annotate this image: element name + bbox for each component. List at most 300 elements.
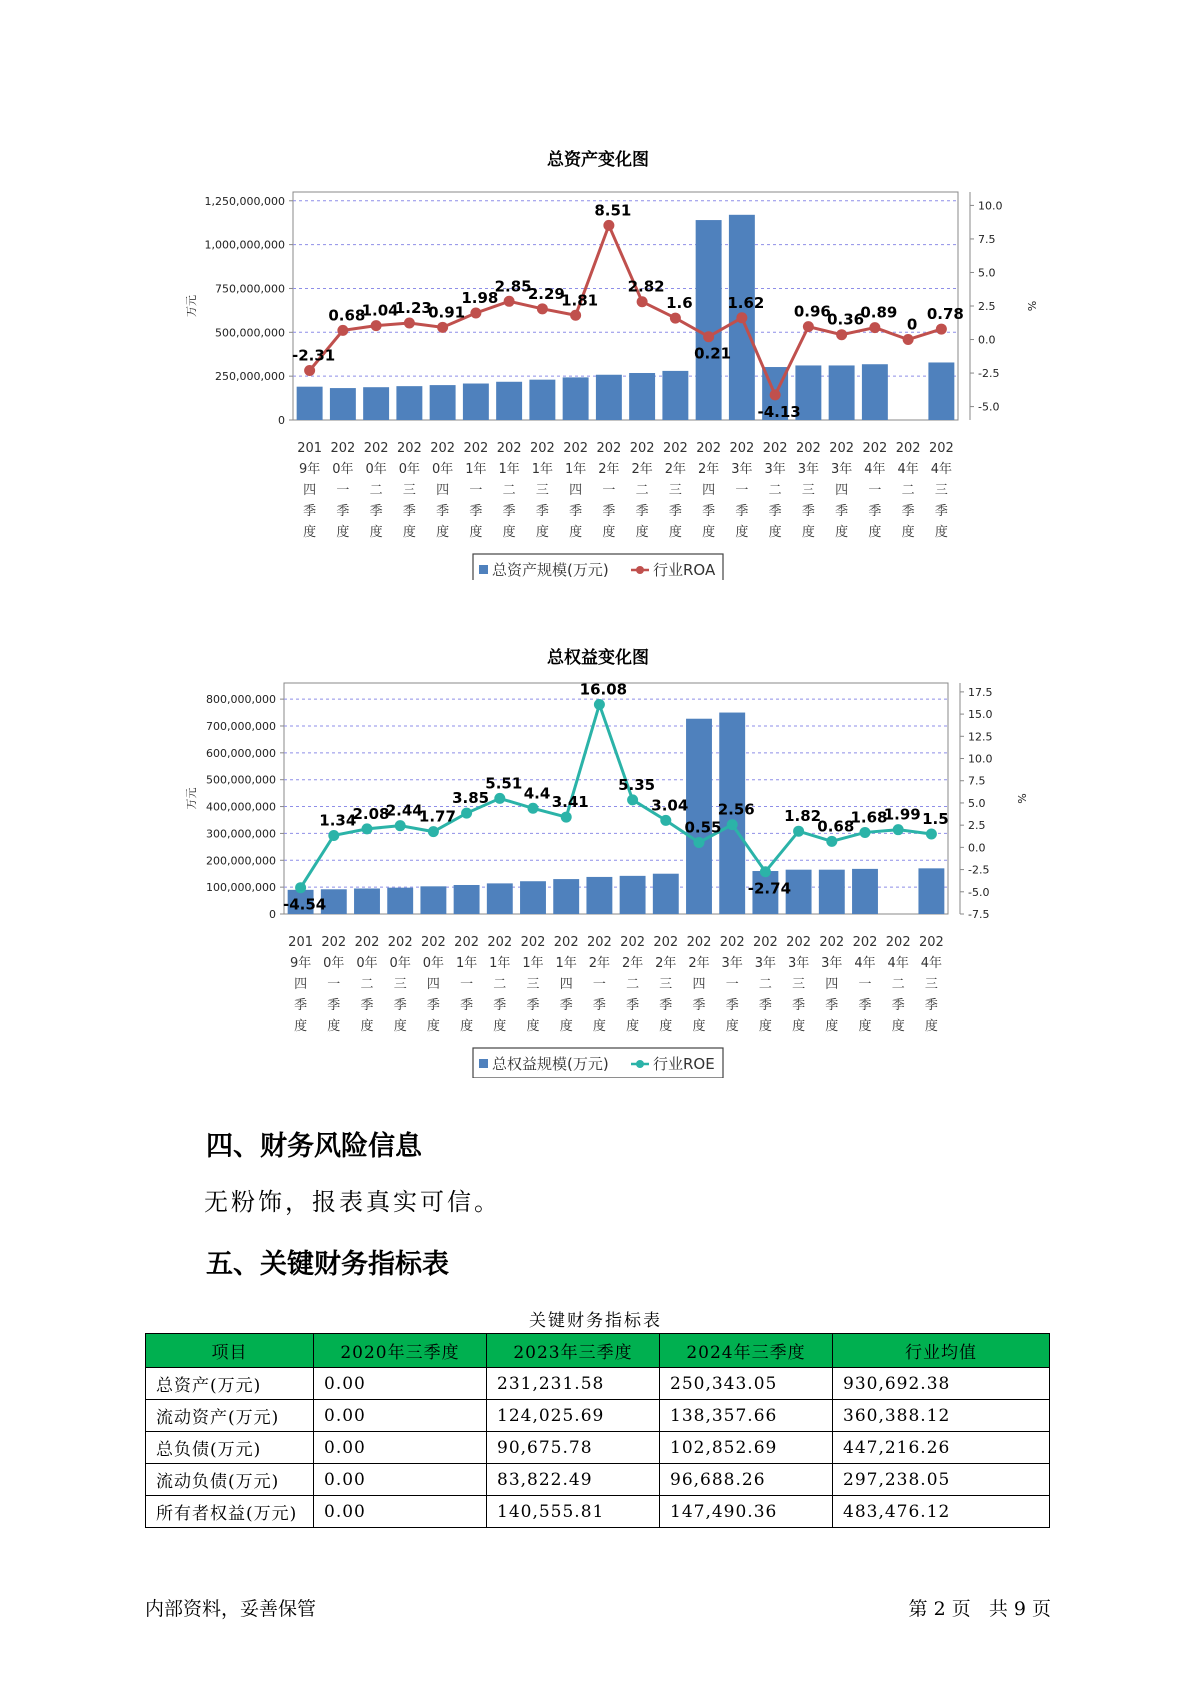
right-tick-label: -5.0: [968, 885, 990, 899]
category-label: 202: [819, 935, 845, 950]
category-label: 一: [336, 483, 350, 498]
line-point: [926, 829, 937, 840]
left-tick-label: 200,000,000: [206, 854, 276, 868]
data-label: 1.98: [461, 288, 499, 307]
legend-bar-swatch: [479, 1059, 488, 1068]
value-cell: 0.00: [314, 1400, 487, 1432]
category-label: 202: [596, 441, 622, 456]
chart-title: 总资产变化图: [547, 150, 649, 170]
category-label: 3年: [721, 956, 743, 971]
left-tick-label: 750,000,000: [215, 282, 285, 296]
bar: [553, 879, 579, 914]
header-cell: 2024年三季度: [660, 1334, 833, 1368]
bar: [829, 365, 855, 420]
category-label: 二: [768, 483, 782, 498]
data-label: 0.21: [694, 344, 732, 363]
line-point: [504, 296, 515, 307]
data-label: 0: [906, 315, 918, 334]
category-label: 一: [868, 483, 882, 498]
category-label: 季: [327, 998, 341, 1013]
right-tick-label: -2.5: [968, 863, 990, 877]
line-point: [295, 882, 306, 893]
category-label: 一: [858, 977, 872, 992]
left-tick-label: 600,000,000: [206, 746, 276, 760]
category-label: 一: [602, 483, 616, 498]
category-label: 1年: [531, 462, 554, 477]
bar: [487, 883, 513, 914]
left-tick-label: 500,000,000: [206, 773, 276, 787]
chart-title: 总权益变化图: [547, 648, 649, 668]
line-point: [371, 320, 382, 331]
line-point: [561, 812, 572, 823]
category-label: 季: [725, 998, 739, 1013]
category-label: 二: [758, 977, 772, 992]
category-label: 度: [835, 525, 849, 540]
bar: [918, 868, 944, 914]
line-point: [793, 826, 804, 837]
footer-page-number: 第 2 页 共 9 页: [908, 1598, 1051, 1620]
category-label: 四: [569, 483, 583, 498]
row-label-cell: 流动资产(万元): [146, 1400, 314, 1432]
line-point: [770, 389, 781, 400]
category-label: 季: [768, 504, 782, 519]
category-label: 二: [901, 483, 915, 498]
table-header-row: [146, 1334, 1050, 1368]
data-label: -4.13: [757, 402, 801, 421]
risk-heading: 四、财务风险信息: [206, 1131, 422, 1162]
category-label: 0年: [398, 462, 421, 477]
bar: [396, 386, 422, 420]
data-label: 0.78: [926, 305, 964, 324]
category-label: 202: [928, 441, 954, 456]
category-label: 0年: [332, 462, 354, 477]
line-point: [470, 307, 481, 318]
bar: [387, 888, 413, 914]
category-label: 度: [868, 525, 882, 540]
category-label: 202: [454, 935, 480, 950]
category-label: 1年: [455, 956, 478, 971]
data-label: -4.54: [282, 895, 327, 914]
category-label: 四: [825, 977, 839, 992]
data-label: -2.74: [747, 879, 792, 898]
value-cell: 250,343.05: [660, 1368, 833, 1400]
table-row: [146, 1464, 1050, 1496]
category-label: 三: [393, 977, 407, 992]
right-axis-title: %: [1025, 300, 1038, 312]
right-tick-label: 15.0: [968, 708, 993, 722]
category-label: 度: [569, 525, 583, 540]
data-label: 0.96: [793, 302, 831, 321]
data-label: 0.55: [684, 818, 722, 837]
category-label: 季: [526, 998, 540, 1013]
category-label: 1年: [555, 956, 577, 971]
right-tick-label: 17.5: [968, 685, 993, 699]
legend-bar-label: 总权益规模(万元): [492, 1055, 609, 1073]
line-point: [362, 823, 373, 834]
line-point: [594, 699, 605, 710]
category-label: 度: [502, 525, 516, 540]
data-label: 5.35: [618, 775, 656, 794]
category-label: 三: [924, 977, 938, 992]
bar: [862, 364, 888, 420]
bar: [596, 375, 622, 420]
table-row: [146, 1400, 1050, 1432]
bar: [520, 881, 546, 914]
category-label: 202: [686, 935, 712, 950]
category-label: 季: [393, 998, 407, 1013]
header-cell: 2023年三季度: [487, 1334, 660, 1368]
category-label: 季: [758, 998, 772, 1013]
category-label: 三: [526, 977, 540, 992]
value-cell: 0.00: [314, 1368, 487, 1400]
category-label: 202: [396, 441, 422, 456]
left-tick-label: 300,000,000: [206, 827, 276, 841]
data-label: 3.85: [452, 789, 490, 808]
category-label: 9年: [298, 462, 321, 477]
right-tick-label: 2.5: [978, 300, 996, 313]
line-point: [304, 365, 315, 376]
category-label: 三: [535, 483, 549, 498]
line-point: [404, 318, 415, 329]
category-label: 度: [526, 1019, 540, 1034]
legend-line-label: 行业ROE: [653, 1055, 715, 1073]
table-row: [146, 1432, 1050, 1464]
data-label: 1.81: [561, 291, 599, 310]
bar: [363, 387, 389, 420]
category-label: 季: [891, 998, 905, 1013]
category-label: 四: [559, 977, 573, 992]
value-cell: 930,692.38: [833, 1368, 1050, 1400]
category-label: 季: [469, 504, 483, 519]
category-label: 0年: [365, 462, 387, 477]
category-label: 1年: [465, 462, 487, 477]
left-tick-label: 0: [269, 908, 276, 921]
right-tick-label: 0.0: [978, 333, 996, 347]
bar: [819, 870, 845, 914]
data-label: 0.68: [328, 306, 366, 325]
category-label: 9年: [289, 956, 312, 971]
category-label: 1年: [564, 462, 587, 477]
category-label: 201: [297, 441, 323, 456]
category-label: 4年: [854, 956, 876, 971]
category-label: 季: [692, 998, 706, 1013]
line-point: [637, 296, 648, 307]
right-tick-label: 5.0: [978, 266, 996, 280]
left-tick-label: 1,250,000,000: [204, 194, 285, 208]
category-label: 3年: [787, 956, 810, 971]
legend-line-label: 行业ROA: [653, 561, 716, 579]
category-label: 季: [592, 998, 606, 1013]
category-label: 度: [426, 1019, 440, 1034]
data-label: 2.44: [385, 801, 423, 820]
category-label: 季: [602, 504, 616, 519]
data-label: 16.08: [579, 680, 628, 699]
data-label: 1.04: [361, 301, 399, 320]
header-cell: 2020年三季度: [314, 1334, 487, 1368]
category-label: 度: [758, 1019, 772, 1034]
right-tick-label: 10.0: [968, 752, 993, 766]
category-label: 0年: [356, 956, 378, 971]
bar: [620, 876, 646, 914]
category-label: 二: [360, 977, 374, 992]
category-label: 季: [626, 998, 640, 1013]
bar: [454, 885, 480, 914]
category-label: 0年: [431, 462, 454, 477]
left-tick-label: 700,000,000: [206, 719, 276, 733]
data-label: 2.56: [717, 800, 755, 819]
category-label: 度: [901, 525, 915, 540]
plot-area: [185, 681, 1028, 1078]
category-label: 季: [502, 504, 516, 519]
line-point: [494, 793, 505, 804]
line-point: [694, 837, 705, 848]
line-point: [803, 321, 814, 332]
value-cell: 96,688.26: [660, 1464, 833, 1496]
category-label: 度: [460, 1019, 474, 1034]
category-label: 度: [702, 525, 716, 540]
value-cell: 147,490.36: [660, 1496, 833, 1528]
category-label: 度: [626, 1019, 640, 1034]
left-tick-label: 400,000,000: [206, 800, 276, 814]
category-label: 度: [294, 1019, 308, 1034]
category-label: 一: [327, 977, 341, 992]
table-row: [146, 1368, 1050, 1400]
category-label: 202: [696, 441, 722, 456]
category-label: 季: [659, 998, 673, 1013]
category-label: 三: [402, 483, 416, 498]
line-point: [727, 819, 738, 830]
data-label: 2.08: [352, 804, 390, 823]
category-label: 3年: [764, 462, 786, 477]
category-label: 2年: [631, 462, 653, 477]
category-label: 度: [825, 1019, 839, 1034]
category-label: 四: [303, 483, 317, 498]
data-label: 1.5: [922, 810, 949, 829]
data-label: 2.82: [627, 277, 665, 296]
line-point: [670, 313, 681, 324]
bar: [629, 373, 655, 420]
line-point: [860, 827, 871, 838]
category-label: 季: [460, 998, 474, 1013]
category-label: 一: [725, 977, 739, 992]
bar: [463, 384, 489, 420]
data-label: 1.99: [883, 805, 921, 824]
category-label: 度: [768, 525, 782, 540]
data-label: 1.6: [666, 294, 693, 313]
category-label: 4年: [920, 956, 943, 971]
category-label: 202: [762, 441, 788, 456]
category-label: 202: [895, 441, 921, 456]
category-label: 四: [426, 977, 440, 992]
category-label: 3年: [830, 462, 853, 477]
category-label: 3年: [731, 462, 753, 477]
category-label: 季: [801, 504, 815, 519]
category-label: 0年: [323, 956, 345, 971]
bar: [354, 888, 380, 914]
bar: [586, 877, 612, 914]
category-label: 0年: [389, 956, 411, 971]
legend-line-marker: [636, 566, 644, 574]
category-label: 季: [635, 504, 649, 519]
category-label: 202: [852, 935, 878, 950]
category-label: 202: [330, 441, 356, 456]
category-label: 202: [629, 441, 655, 456]
bar: [563, 377, 589, 420]
category-label: 度: [303, 525, 317, 540]
category-label: 四: [835, 483, 849, 498]
category-label: 202: [719, 935, 745, 950]
right-tick-label: 5.0: [968, 796, 986, 810]
line-point: [337, 325, 348, 336]
category-label: 四: [702, 483, 716, 498]
right-tick-label: -7.5: [968, 908, 990, 921]
line-point: [570, 310, 581, 321]
category-label: 季: [868, 504, 882, 519]
left-tick-label: 800,000,000: [206, 693, 276, 707]
bar: [928, 362, 954, 420]
category-label: 202: [363, 441, 389, 456]
category-label: 4年: [864, 462, 886, 477]
data-label: 3.04: [651, 796, 689, 815]
category-label: 202: [586, 935, 612, 950]
value-cell: 360,388.12: [833, 1400, 1050, 1432]
category-label: 季: [436, 504, 450, 519]
category-label: 季: [934, 504, 948, 519]
category-label: 季: [402, 504, 416, 519]
data-label: 8.51: [594, 201, 632, 220]
data-label: 1.77: [418, 807, 456, 826]
bar: [430, 385, 456, 420]
category-label: 2年: [697, 462, 720, 477]
category-label: 度: [924, 1019, 938, 1034]
right-tick-label: 10.0: [978, 199, 1003, 213]
data-label: 2.85: [494, 277, 532, 296]
category-label: 季: [493, 998, 507, 1013]
data-label: 0.89: [860, 303, 898, 322]
category-label: 202: [795, 441, 821, 456]
category-label: 3年: [821, 956, 843, 971]
right-tick-label: 12.5: [968, 730, 993, 744]
line-point: [760, 866, 771, 877]
category-label: 度: [891, 1019, 905, 1034]
value-cell: 0.00: [314, 1432, 487, 1464]
data-label: 1.23: [394, 299, 432, 318]
category-label: 季: [858, 998, 872, 1013]
category-label: 202: [529, 441, 555, 456]
category-label: 季: [735, 504, 749, 519]
category-label: 季: [668, 504, 682, 519]
value-cell: 231,231.58: [487, 1368, 660, 1400]
category-label: 季: [792, 998, 806, 1013]
category-label: 四: [436, 483, 450, 498]
right-tick-label: -2.5: [978, 367, 1000, 381]
line-point: [537, 303, 548, 314]
category-label: 202: [387, 935, 413, 950]
line-point: [836, 329, 847, 340]
line-point: [869, 322, 880, 333]
data-label: 3.41: [551, 793, 589, 812]
data-label: 0.36: [827, 310, 865, 329]
line-point: [660, 815, 671, 826]
category-label: 度: [659, 1019, 673, 1034]
category-label: 度: [668, 525, 682, 540]
category-label: 201: [288, 935, 314, 950]
category-label: 4年: [897, 462, 919, 477]
line-point: [936, 324, 947, 335]
bar: [496, 382, 522, 420]
category-label: 四: [294, 977, 308, 992]
value-cell: 297,238.05: [833, 1464, 1050, 1496]
category-label: 0年: [422, 956, 445, 971]
category-label: 季: [336, 504, 350, 519]
value-cell: 140,555.81: [487, 1496, 660, 1528]
left-axis-title: 万元: [185, 787, 198, 810]
category-label: 202: [553, 935, 579, 950]
line-point: [437, 322, 448, 333]
category-label: 4年: [887, 956, 909, 971]
data-label: 1.62: [727, 293, 765, 312]
category-label: 2年: [598, 462, 620, 477]
category-label: 2年: [688, 956, 710, 971]
data-label: 2.29: [527, 284, 565, 303]
category-label: 1年: [498, 462, 520, 477]
category-label: 一: [592, 977, 606, 992]
category-label: 度: [393, 1019, 407, 1034]
data-label: -2.31: [292, 346, 336, 365]
line-point: [603, 220, 614, 231]
category-label: 202: [885, 935, 911, 950]
left-tick-label: 250,000,000: [215, 370, 285, 384]
category-label: 2年: [664, 462, 687, 477]
category-label: 季: [426, 998, 440, 1013]
category-label: 度: [327, 1019, 341, 1034]
category-label: 季: [825, 998, 839, 1013]
category-label: 度: [436, 525, 450, 540]
bar: [330, 388, 356, 420]
total-equity-chart: [0, 638, 1191, 1078]
data-label: 4.4: [523, 784, 551, 803]
category-label: 季: [901, 504, 915, 519]
plot-area: [185, 192, 1038, 580]
left-axis-title: 万元: [185, 295, 198, 317]
line-point: [428, 826, 439, 837]
row-label-cell: 流动负债(万元): [146, 1464, 314, 1496]
category-label: 度: [725, 1019, 739, 1034]
category-label: 度: [535, 525, 549, 540]
category-label: 2年: [621, 956, 644, 971]
value-cell: 0.00: [314, 1464, 487, 1496]
bar: [297, 387, 323, 420]
table-row: [146, 1496, 1050, 1528]
value-cell: 138,357.66: [660, 1400, 833, 1432]
category-label: 度: [735, 525, 749, 540]
category-label: 季: [535, 504, 549, 519]
row-label-cell: 所有者权益(万元): [146, 1496, 314, 1528]
category-label: 二: [369, 483, 383, 498]
right-axis-title: %: [1015, 793, 1028, 804]
category-label: 一: [469, 483, 483, 498]
category-label: 202: [653, 935, 679, 950]
category-label: 季: [702, 504, 716, 519]
category-label: 度: [402, 525, 416, 540]
value-cell: 0.00: [314, 1496, 487, 1528]
right-tick-label: 2.5: [968, 819, 986, 833]
category-label: 202: [496, 441, 522, 456]
legend-bar-label: 总资产规模(万元): [492, 561, 609, 579]
category-label: 度: [469, 525, 483, 540]
line-point: [703, 331, 714, 342]
category-label: 1年: [522, 956, 544, 971]
